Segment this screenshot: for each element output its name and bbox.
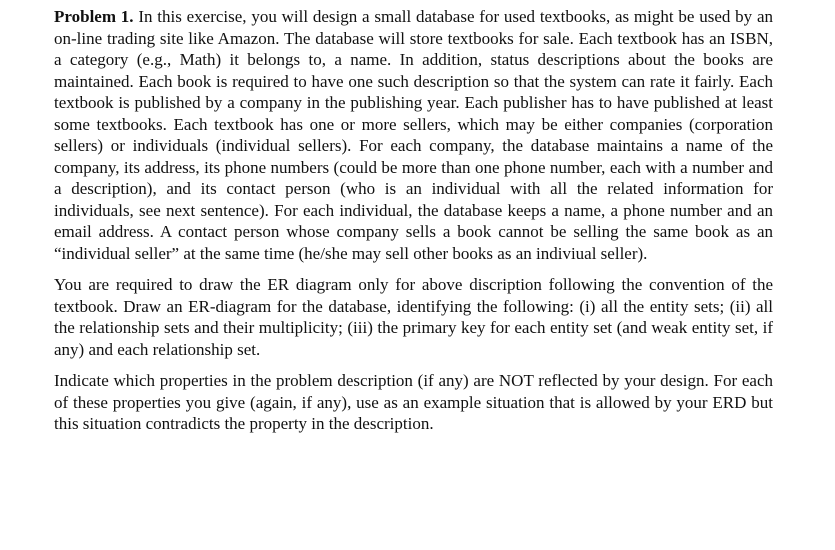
problem-document xyxy=(54,6,773,435)
problem-label: Problem 1. xyxy=(54,7,134,26)
problem-description-paragraph xyxy=(54,6,773,264)
er-diagram-requirements-paragraph: You are required to draw the ER diagram only for above discription following the convention of the textbook. Draw an ER-diagram for the database, identifying the following: (i) all the entity sets; (ii) all the relationship sets and their multiplicity; (iii) the primary key for each entity set (and weak entity set, if any) and each relationship set. xyxy=(54,275,773,359)
properties-not-reflected-paragraph: Indicate which properties in the problem description (if any) are NOT reflected by your design. For each of these properties you give (again, if any), use as an example situation that is allowed by your ERD but this situation contradicts the property in the description. xyxy=(54,371,773,433)
problem-description-text: In this exercise, you will design a small database for used textbooks, as might be used by an on-line trading site like Amazon. The database will store textbooks for sale. Each textbook has an ISBN, a category (e.g., Math) it belongs to, a name. In addition, status descriptions about the books are maintained. Each book is required to have one such description so that the system can rate it fairly. Each textbook is published by a company in the publishing year. Each publisher has to have published at least some textbooks. Each textbook has one or more sellers, which may be either companies (corporation sellers) or individuals (individual sellers). For each company, the database maintains a name of the company, its address, its phone numbers (could be more than one phone number, each with a number and a description), and its contact person (who is an individual with all the related information for individuals, see next sentence). For each individual, the database keeps a name, a phone number and an email address. A contact person whose company sells a book cannot be selling the same book as an “individual seller” at the same time (he/she may sell other books as an indiviual seller). xyxy=(54,7,773,263)
